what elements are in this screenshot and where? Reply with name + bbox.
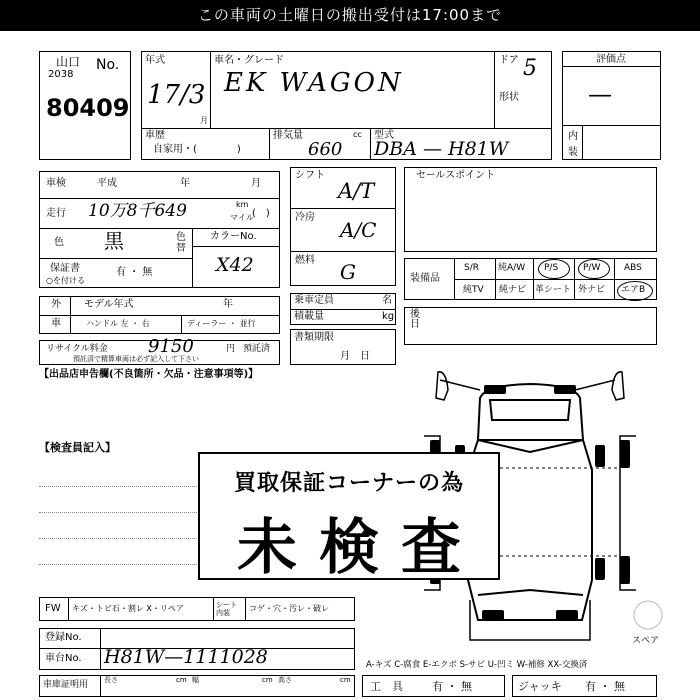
chassis-label: 車台No. [45, 653, 82, 664]
warranty-label: 保証書 [50, 263, 80, 274]
cert-height: 高さ [278, 676, 292, 684]
capacity-unit: 名 [382, 295, 392, 306]
name-value: EK WAGON [224, 68, 404, 98]
shift-value: A/T [338, 179, 375, 203]
equip-abs: ABS [624, 263, 642, 273]
equip-leather: 革シート [535, 285, 572, 295]
year-label: 年式 [145, 55, 165, 66]
mileage-value: 10万8千649 [88, 201, 187, 221]
score-label: 評価点 [596, 54, 626, 65]
stamp-line-2: 未検査 [237, 513, 483, 583]
recycle-label: リサイクル料金 [46, 344, 108, 354]
equip-pw: P/W [583, 263, 601, 273]
sales-point-label: セールスポイント [416, 170, 496, 181]
seat-text: コゲ・穴・汚レ・破レ [249, 604, 329, 613]
recycle-value: 9150 [148, 336, 194, 357]
displacement-value: 660 [308, 139, 343, 160]
score-value: — [588, 80, 612, 108]
fw-label: FW [45, 603, 61, 614]
lot-pref: 山口 [56, 55, 81, 69]
not-inspected-stamp [198, 452, 500, 583]
shape-label: 形状 [499, 92, 519, 103]
equip-ps: P/S [544, 263, 559, 273]
tools-value: 有 ・ 無 [432, 680, 472, 693]
shaken-month: 月 [251, 178, 261, 189]
capacity-label: 乗車定員 [294, 295, 334, 306]
lot-no-label: No. [96, 57, 120, 73]
mileage-label: 走行 [46, 208, 66, 219]
model-year-unit: 年 [223, 299, 233, 310]
chassis-value: H81W—1111028 [104, 646, 268, 668]
year-value: 17/3 [147, 80, 206, 110]
displacement-label: 排気量 [273, 130, 303, 141]
equipment-label: 装備品 [410, 273, 440, 284]
lot-code: 2038 [48, 69, 74, 80]
warranty-sub: ○を付ける [46, 276, 85, 285]
cert-length: 長さ [104, 676, 118, 684]
spare-label: スペア [632, 636, 660, 646]
jack-value: 有 ・ 無 [585, 680, 625, 693]
stamp-line-1: 買取保証コーナーの為 [233, 471, 464, 496]
mileage-paren: ( ) [252, 208, 270, 219]
history-label: 車歴 [145, 130, 165, 141]
lot-number: 80409 [46, 94, 130, 122]
inspector-heading: 【検査員記入】 [39, 441, 116, 454]
papers-unit: 月 日 [340, 351, 370, 362]
cert-cm2: cm [262, 676, 273, 684]
recycle-note: 預託済で精算車両は必ず記入して下さい [73, 355, 199, 363]
model-label: 型式 [374, 130, 394, 141]
displacement-unit: cc [353, 130, 362, 139]
cert-label: 車庫証明用 [43, 680, 89, 690]
color-label: 色 [54, 237, 64, 248]
mileage-mile: マイル [230, 213, 254, 222]
ac-label: 冷房 [295, 212, 315, 223]
fuel-value: G [340, 260, 356, 284]
load-label: 積載量 [294, 311, 324, 322]
shaken-year: 年 [180, 178, 190, 189]
colorno-label: カラーNo. [210, 231, 257, 242]
seat-label: シート内装 [216, 601, 237, 617]
exhibitor-declaration-heading: 【出品店申告欄(不良箇所・欠品・注意事項等)】 [39, 369, 259, 380]
name-label: 車名・グレード [214, 55, 284, 66]
registration-label: 登録No. [45, 632, 82, 643]
history-value: 自家用・( ) [153, 144, 241, 155]
damage-legend: A-キズ C-腐食 E-エクボ S-サビ U-凹ミ W-補修 XX-交換済 [366, 660, 588, 670]
rear-label: 後日 [410, 309, 420, 330]
doors-label: ドア [499, 55, 519, 66]
shaken-label: 車検 [46, 178, 66, 189]
equip-ext-navi: 外ナビ [578, 285, 606, 295]
import-label-2: 車 [51, 318, 61, 329]
doors-value: 5 [523, 56, 537, 81]
cert-cm3: cm [340, 676, 351, 684]
tools-label: 工 具 [370, 680, 403, 693]
color-change-label: 色替 [176, 232, 186, 254]
year-suffix: 月 [200, 116, 208, 125]
warranty-value: 有 ・ 無 [116, 267, 153, 278]
shaken-era: 平成 [97, 178, 117, 189]
equip-navi: 純ナビ [499, 285, 527, 295]
model-value: DBA — H81W [374, 138, 509, 160]
equip-alloy: 純A/W [498, 263, 526, 273]
load-unit: kg [382, 311, 395, 322]
saturday-notice-banner: この車両の土曜日の搬出受付は17:00まで [0, 0, 700, 31]
recycle-status: 預託済 [243, 344, 271, 354]
ac-value: A/C [340, 218, 377, 242]
cert-cm1: cm [176, 676, 187, 684]
import-label-1: 外 [51, 299, 61, 310]
equip-airbag: エアB [621, 285, 646, 295]
jack-label: ジャッキ [518, 680, 562, 693]
mileage-km: km [236, 200, 249, 209]
cert-width: 幅 [192, 676, 199, 684]
equip-tv: 純TV [463, 285, 484, 295]
model-year-label: モデル年式 [84, 299, 134, 310]
equip-sr: S/R [464, 263, 479, 273]
color-value: 黒 [104, 229, 124, 253]
papers-label: 書類期限 [294, 332, 334, 343]
shift-label: シフト [295, 170, 325, 181]
interior-label: 内装 [568, 131, 578, 158]
colorno-value: X42 [216, 254, 254, 276]
fw-text: キズ・トビ石・割レ X・リペア [72, 604, 184, 613]
handle-options: ハンドル 左 ・ 右 [86, 319, 150, 328]
recycle-yen: 円 [226, 344, 236, 354]
dealer-options: ディーラー ・ 並行 [187, 319, 256, 328]
fuel-label: 燃料 [295, 255, 315, 266]
